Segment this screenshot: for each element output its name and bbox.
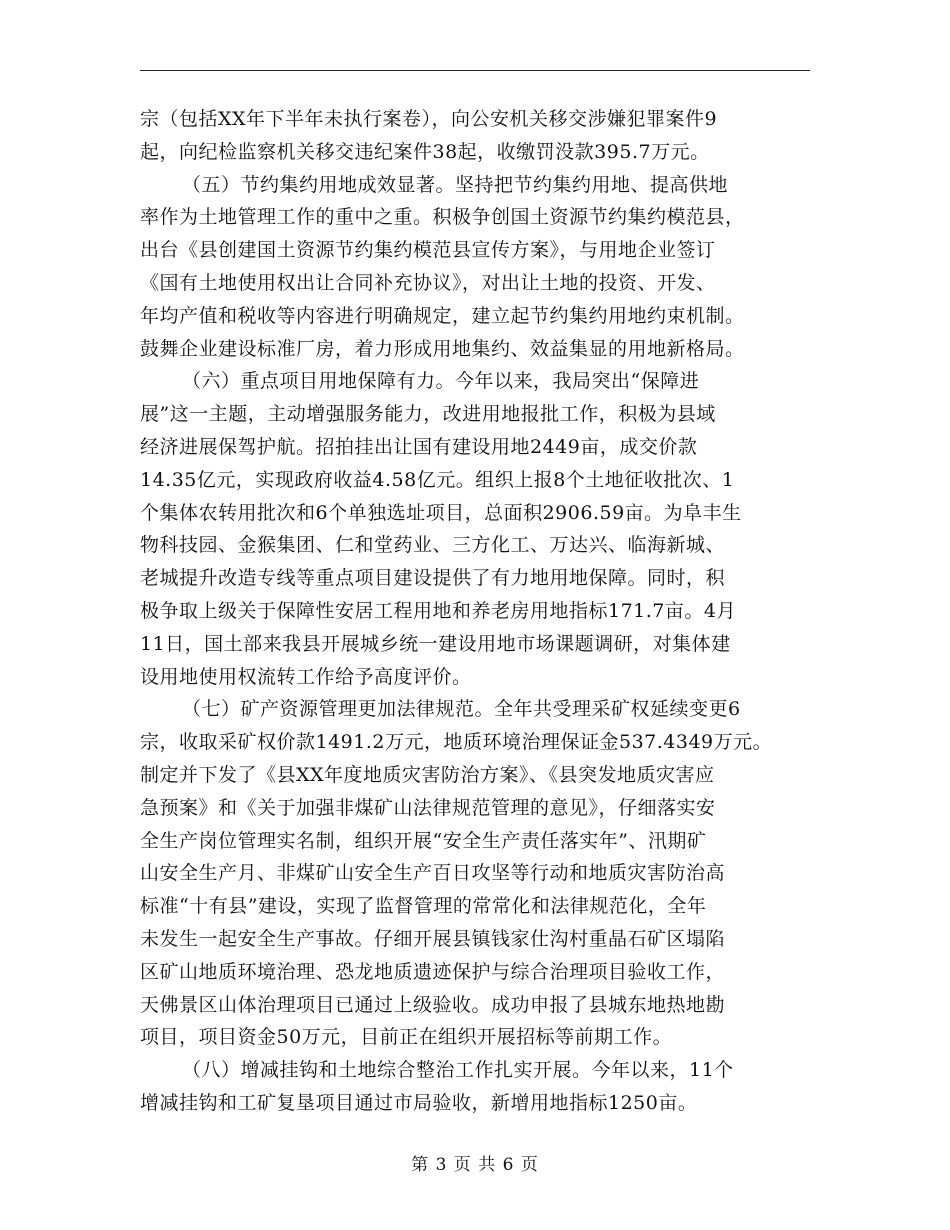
text-line: 展”这一主题，主动增强服务能力，改进用地报批工作，积极为县域 [140, 403, 716, 426]
text-line: 设用地使用权流转工作给予高度评价。 [140, 665, 472, 688]
text-line: 区矿山地质环境治理、恐龙地质遗迹保护与综合治理项目验收工作， [140, 960, 726, 983]
text-line: 鼓舞企业建设标准厂房，着力形成用地集约、效益集显的用地新格局。 [140, 337, 745, 360]
text-line: 天佛景区山体治理项目已通过上级验收。成功申报了县城东地热地勘 [140, 993, 726, 1016]
text-line: 14.35亿元，实现政府收益4.58亿元。组织上报8个土地征收批次、1 [140, 468, 735, 491]
text-line: 项目，项目资金50万元，目前正在组织开展招标等前期工作。 [140, 1026, 673, 1049]
text-line: 宗，收取采矿权价款1491.2万元，地质环境治理保证金537.4349万元。 [140, 731, 773, 754]
text-line: 物科技园、金猴集团、仁和堂药业、三方化工、万达兴、临海新城、 [140, 534, 726, 557]
text-line: 个集体农转用批次和6个单独选址项目，总面积2906.59亩。为阜丰生 [140, 501, 742, 524]
text-line: 宗（包括XX年下半年未执行案卷），向公安机关移交涉嫌犯罪案件9 [140, 108, 718, 130]
text-line: 全生产岗位管理实名制，组织开展“安全生产责任落实年”、汛期矿 [140, 829, 707, 852]
text-line: 老城提升改造专线等重点项目建设提供了有力地用地保障。同时，积 [140, 567, 726, 590]
text-line: 极争取上级关于保障性安居工程用地和养老房用地指标171.7亩。4月 [140, 599, 736, 622]
text-line: 11日，国土部来我县开展城乡统一建设用地市场课题调研，对集体建 [140, 632, 731, 655]
text-line: 制定并下发了《县XX年度地质灾害防治方案》、《县突发地质灾害应 [140, 763, 715, 786]
text-line: 增减挂钩和工矿复垦项目通过市局验收，新增用地指标1250亩。 [140, 1091, 698, 1114]
text-line: 率作为土地管理工作的重中之重。积极争创国土资源节约集约模范县， [140, 206, 745, 229]
paragraph-heading-7: （七）矿产资源管理更加法律规范。全年共受理采矿权延续变更6 [182, 698, 741, 721]
text-line: 山安全生产月、非煤矿山安全生产百日攻坚等行动和地质灾害防治高 [140, 862, 726, 885]
paragraph-heading-5: （五）节约集约用地成效显著。坚持把节约集约用地、提高供地 [182, 173, 729, 196]
header-rule [140, 70, 810, 71]
text-line: 《国有土地使用权出让合同补充协议》，对出让土地的投资、开发、 [140, 271, 716, 294]
page-footer: 第 3 页 共 6 页 [411, 1155, 539, 1175]
text-line: 未发生一起安全生产事故。仔细开展县镇钱家仕沟村重晶石矿区塌陷 [140, 927, 726, 950]
text-line: 年均产值和税收等内容进行明确规定，建立起节约集约用地约束机制。 [140, 304, 745, 327]
text-line: 急预案》和《关于加强非煤矿山法律规范管理的意见》，仔细落实安 [140, 796, 716, 819]
paragraph-heading-6: （六）重点项目用地保障有力。今年以来，我局突出“保障进 [182, 370, 700, 393]
text-line: 经济进展保驾护航。招拍挂出让国有建设用地2449亩，成交价款 [140, 435, 698, 458]
text-line: 起，向纪检监察机关移交违纪案件38起，收缴罚没款395.7万元。 [140, 140, 710, 163]
text-line: 出台《县创建国土资源节约集约模范县宣传方案》，与用地企业签订 [140, 239, 716, 262]
paragraph-heading-8: （八）增减挂钩和土地综合整治工作扎实开展。今年以来，11个 [182, 1059, 734, 1082]
document-body [140, 103, 810, 1120]
text-line: 标准“十有县”建设，实现了监督管理的常常化和法律规范化，全年 [140, 895, 707, 918]
